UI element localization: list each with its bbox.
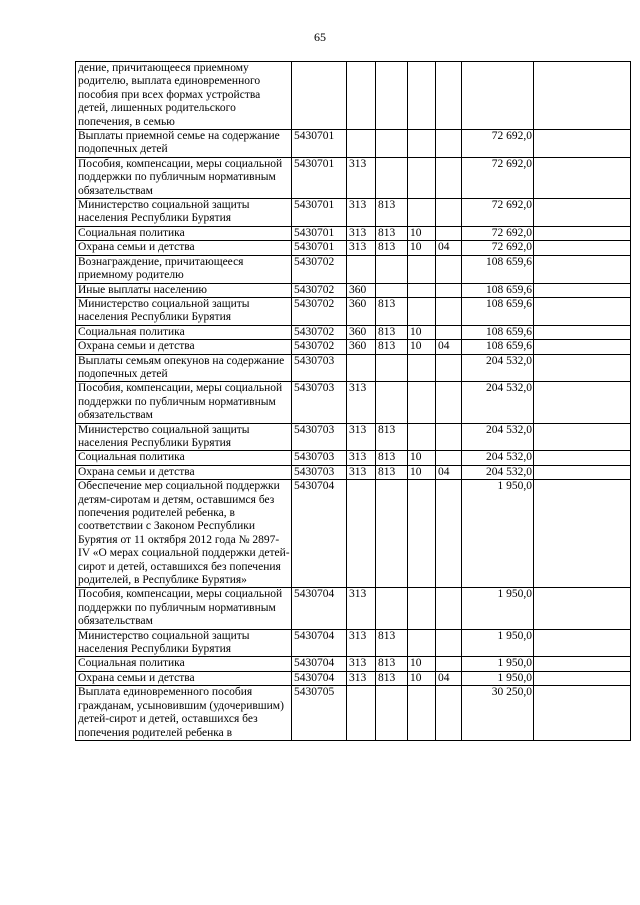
table-row — [76, 283, 631, 297]
expense-type-cell: 313 — [347, 671, 376, 685]
table-row — [76, 480, 631, 588]
subsection-code-cell — [436, 382, 462, 423]
amount-cell: 108 659,6 — [462, 255, 534, 283]
expense-type-cell — [347, 255, 376, 283]
expense-type-cell: 313 — [347, 226, 376, 240]
ministry-code-cell: 813 — [376, 340, 408, 354]
expense-type-cell — [347, 686, 376, 741]
subsection-code-cell — [436, 480, 462, 588]
extra-cell — [534, 671, 631, 685]
extra-cell — [534, 588, 631, 629]
ministry-code-cell — [376, 283, 408, 297]
table-row — [76, 130, 631, 158]
target-code-cell: 5430702 — [292, 283, 347, 297]
budget-table — [75, 61, 631, 741]
extra-cell — [534, 423, 631, 451]
amount-cell: 72 692,0 — [462, 130, 534, 158]
target-code-cell: 5430704 — [292, 629, 347, 657]
table-row — [76, 671, 631, 685]
table-row — [76, 588, 631, 629]
target-code-cell: 5430701 — [292, 157, 347, 198]
expense-type-cell — [347, 130, 376, 158]
section-code-cell — [408, 157, 436, 198]
extra-cell — [534, 480, 631, 588]
amount-cell: 204 532,0 — [462, 382, 534, 423]
item-name-cell: Выплата единовременного пособия гражданам, усыновившим (удочерившим) детей-сирот и детей, оставшихся без попечения родителей ребенка в — [76, 686, 292, 741]
subsection-code-cell — [436, 588, 462, 629]
table-row — [76, 226, 631, 240]
table-row — [76, 255, 631, 283]
amount-cell: 204 532,0 — [462, 423, 534, 451]
item-name-cell: Обеспечение мер социальной поддержки детям-сиротам и детям, оставшимся без попечения родителей ребенка, в соответствии с Законом Республики Бурятия от 11 октября 2012 года № 2897-IV «О мерах социальной поддержки детей-сирот и детей, оставшихся без попечения родителей, в Республике Бурятия» — [76, 480, 292, 588]
amount-cell: 108 659,6 — [462, 325, 534, 339]
item-name-cell: Министерство социальной защиты населения Республики Бурятия — [76, 423, 292, 451]
table-row — [76, 354, 631, 382]
subsection-code-cell — [436, 629, 462, 657]
item-name-cell: Социальная политика — [76, 451, 292, 465]
subsection-code-cell — [436, 325, 462, 339]
subsection-code-cell — [436, 686, 462, 741]
section-code-cell: 10 — [408, 451, 436, 465]
item-name-cell: Министерство социальной защиты населения Республики Бурятия — [76, 199, 292, 227]
target-code-cell: 5430701 — [292, 130, 347, 158]
subsection-code-cell: 04 — [436, 340, 462, 354]
extra-cell — [534, 629, 631, 657]
section-code-cell — [408, 629, 436, 657]
section-code-cell: 10 — [408, 226, 436, 240]
ministry-code-cell: 813 — [376, 423, 408, 451]
expense-type-cell: 313 — [347, 465, 376, 479]
table-row — [76, 340, 631, 354]
item-name-cell: Пособия, компенсации, меры социальной поддержки по публичным нормативным обязательствам — [76, 588, 292, 629]
table-row — [76, 657, 631, 671]
item-name-cell: Пособия, компенсации, меры социальной поддержки по публичным нормативным обязательствам — [76, 157, 292, 198]
target-code-cell: 5430703 — [292, 451, 347, 465]
item-name-cell: Выплаты семьям опекунов на содержание подопечных детей — [76, 354, 292, 382]
ministry-code-cell — [376, 354, 408, 382]
target-code-cell: 5430703 — [292, 354, 347, 382]
target-code-cell: 5430704 — [292, 671, 347, 685]
item-name-cell: Министерство социальной защиты населения Республики Бурятия — [76, 297, 292, 325]
amount-cell: 108 659,6 — [462, 340, 534, 354]
ministry-code-cell: 813 — [376, 465, 408, 479]
amount-cell: 1 950,0 — [462, 671, 534, 685]
amount-cell: 108 659,6 — [462, 297, 534, 325]
table-row — [76, 241, 631, 255]
table-row — [76, 451, 631, 465]
subsection-code-cell: 04 — [436, 671, 462, 685]
extra-cell — [534, 199, 631, 227]
target-code-cell: 5430701 — [292, 226, 347, 240]
subsection-code-cell — [436, 283, 462, 297]
subsection-code-cell: 04 — [436, 241, 462, 255]
table-row — [76, 62, 631, 130]
target-code-cell: 5430703 — [292, 423, 347, 451]
amount-cell: 1 950,0 — [462, 629, 534, 657]
table-row — [76, 686, 631, 741]
ministry-code-cell: 813 — [376, 199, 408, 227]
section-code-cell: 10 — [408, 241, 436, 255]
extra-cell — [534, 241, 631, 255]
amount-cell: 204 532,0 — [462, 451, 534, 465]
amount-cell: 204 532,0 — [462, 465, 534, 479]
target-code-cell: 5430704 — [292, 480, 347, 588]
target-code-cell: 5430703 — [292, 465, 347, 479]
target-code-cell: 5430702 — [292, 297, 347, 325]
extra-cell — [534, 657, 631, 671]
section-code-cell: 10 — [408, 325, 436, 339]
amount-cell: 1 950,0 — [462, 480, 534, 588]
section-code-cell — [408, 130, 436, 158]
expense-type-cell: 360 — [347, 297, 376, 325]
expense-type-cell: 313 — [347, 629, 376, 657]
target-code-cell: 5430704 — [292, 588, 347, 629]
target-code-cell: 5430701 — [292, 241, 347, 255]
amount-cell: 108 659,6 — [462, 283, 534, 297]
ministry-code-cell: 813 — [376, 226, 408, 240]
subsection-code-cell — [436, 423, 462, 451]
extra-cell — [534, 325, 631, 339]
section-code-cell — [408, 62, 436, 130]
item-name-cell: Социальная политика — [76, 325, 292, 339]
section-code-cell — [408, 297, 436, 325]
section-code-cell — [408, 255, 436, 283]
subsection-code-cell: 04 — [436, 465, 462, 479]
expense-type-cell — [347, 62, 376, 130]
extra-cell — [534, 340, 631, 354]
section-code-cell — [408, 354, 436, 382]
item-name-cell: Охрана семьи и детства — [76, 340, 292, 354]
subsection-code-cell — [436, 130, 462, 158]
extra-cell — [534, 130, 631, 158]
item-name-cell: Социальная политика — [76, 226, 292, 240]
amount-cell: 1 950,0 — [462, 657, 534, 671]
ministry-code-cell — [376, 588, 408, 629]
ministry-code-cell: 813 — [376, 451, 408, 465]
subsection-code-cell — [436, 226, 462, 240]
extra-cell — [534, 686, 631, 741]
budget-table-body — [76, 62, 631, 741]
table-row — [76, 199, 631, 227]
subsection-code-cell — [436, 657, 462, 671]
ministry-code-cell: 813 — [376, 297, 408, 325]
amount-cell — [462, 62, 534, 130]
table-row — [76, 629, 631, 657]
expense-type-cell: 313 — [347, 199, 376, 227]
target-code-cell: 5430702 — [292, 325, 347, 339]
item-name-cell: Охрана семьи и детства — [76, 465, 292, 479]
expense-type-cell: 360 — [347, 325, 376, 339]
table-row — [76, 297, 631, 325]
amount-cell: 72 692,0 — [462, 199, 534, 227]
ministry-code-cell: 813 — [376, 241, 408, 255]
item-name-cell: Иные выплаты населению — [76, 283, 292, 297]
ministry-code-cell — [376, 382, 408, 423]
ministry-code-cell: 813 — [376, 629, 408, 657]
expense-type-cell: 313 — [347, 382, 376, 423]
ministry-code-cell — [376, 157, 408, 198]
item-name-cell: Социальная политика — [76, 657, 292, 671]
item-name-cell: Министерство социальной защиты населения Республики Бурятия — [76, 629, 292, 657]
ministry-code-cell — [376, 62, 408, 130]
extra-cell — [534, 297, 631, 325]
ministry-code-cell — [376, 480, 408, 588]
section-code-cell: 10 — [408, 340, 436, 354]
item-name-cell: дение, причитающееся приемному родителю, выплата единовременного пособия при всех формах устройства детей, лишенных родительского попечения, в семью — [76, 62, 292, 130]
ministry-code-cell: 813 — [376, 657, 408, 671]
page-number: 65 — [314, 30, 326, 44]
section-code-cell — [408, 199, 436, 227]
expense-type-cell: 313 — [347, 451, 376, 465]
section-code-cell — [408, 423, 436, 451]
expense-type-cell — [347, 480, 376, 588]
section-code-cell — [408, 382, 436, 423]
expense-type-cell: 360 — [347, 340, 376, 354]
ministry-code-cell — [376, 686, 408, 741]
subsection-code-cell — [436, 297, 462, 325]
target-code-cell: 5430704 — [292, 657, 347, 671]
table-row — [76, 325, 631, 339]
amount-cell: 204 532,0 — [462, 354, 534, 382]
section-code-cell: 10 — [408, 657, 436, 671]
amount-cell: 30 250,0 — [462, 686, 534, 741]
extra-cell — [534, 451, 631, 465]
target-code-cell — [292, 62, 347, 130]
amount-cell: 1 950,0 — [462, 588, 534, 629]
item-name-cell: Выплаты приемной семье на содержание подопечных детей — [76, 130, 292, 158]
subsection-code-cell — [436, 255, 462, 283]
item-name-cell: Охрана семьи и детства — [76, 241, 292, 255]
extra-cell — [534, 465, 631, 479]
table-row — [76, 423, 631, 451]
subsection-code-cell — [436, 354, 462, 382]
section-code-cell — [408, 480, 436, 588]
expense-type-cell — [347, 354, 376, 382]
expense-type-cell: 360 — [347, 283, 376, 297]
extra-cell — [534, 283, 631, 297]
expense-type-cell: 313 — [347, 157, 376, 198]
subsection-code-cell — [436, 451, 462, 465]
expense-type-cell: 313 — [347, 423, 376, 451]
target-code-cell: 5430703 — [292, 382, 347, 423]
extra-cell — [534, 382, 631, 423]
section-code-cell — [408, 283, 436, 297]
ministry-code-cell: 813 — [376, 671, 408, 685]
section-code-cell: 10 — [408, 671, 436, 685]
table-row — [76, 157, 631, 198]
ministry-code-cell — [376, 255, 408, 283]
extra-cell — [534, 226, 631, 240]
subsection-code-cell — [436, 199, 462, 227]
target-code-cell: 5430701 — [292, 199, 347, 227]
section-code-cell — [408, 588, 436, 629]
table-row — [76, 465, 631, 479]
ministry-code-cell — [376, 130, 408, 158]
section-code-cell — [408, 686, 436, 741]
item-name-cell: Пособия, компенсации, меры социальной поддержки по публичным нормативным обязательствам — [76, 382, 292, 423]
amount-cell: 72 692,0 — [462, 226, 534, 240]
target-code-cell: 5430705 — [292, 686, 347, 741]
ministry-code-cell: 813 — [376, 325, 408, 339]
target-code-cell: 5430702 — [292, 255, 347, 283]
extra-cell — [534, 62, 631, 130]
subsection-code-cell — [436, 157, 462, 198]
expense-type-cell: 313 — [347, 657, 376, 671]
extra-cell — [534, 157, 631, 198]
expense-type-cell: 313 — [347, 588, 376, 629]
table-row — [76, 382, 631, 423]
subsection-code-cell — [436, 62, 462, 130]
expense-type-cell: 313 — [347, 241, 376, 255]
extra-cell — [534, 354, 631, 382]
amount-cell: 72 692,0 — [462, 157, 534, 198]
extra-cell — [534, 255, 631, 283]
target-code-cell: 5430702 — [292, 340, 347, 354]
amount-cell: 72 692,0 — [462, 241, 534, 255]
section-code-cell: 10 — [408, 465, 436, 479]
item-name-cell: Вознаграждение, причитающееся приемному родителю — [76, 255, 292, 283]
item-name-cell: Охрана семьи и детства — [76, 671, 292, 685]
